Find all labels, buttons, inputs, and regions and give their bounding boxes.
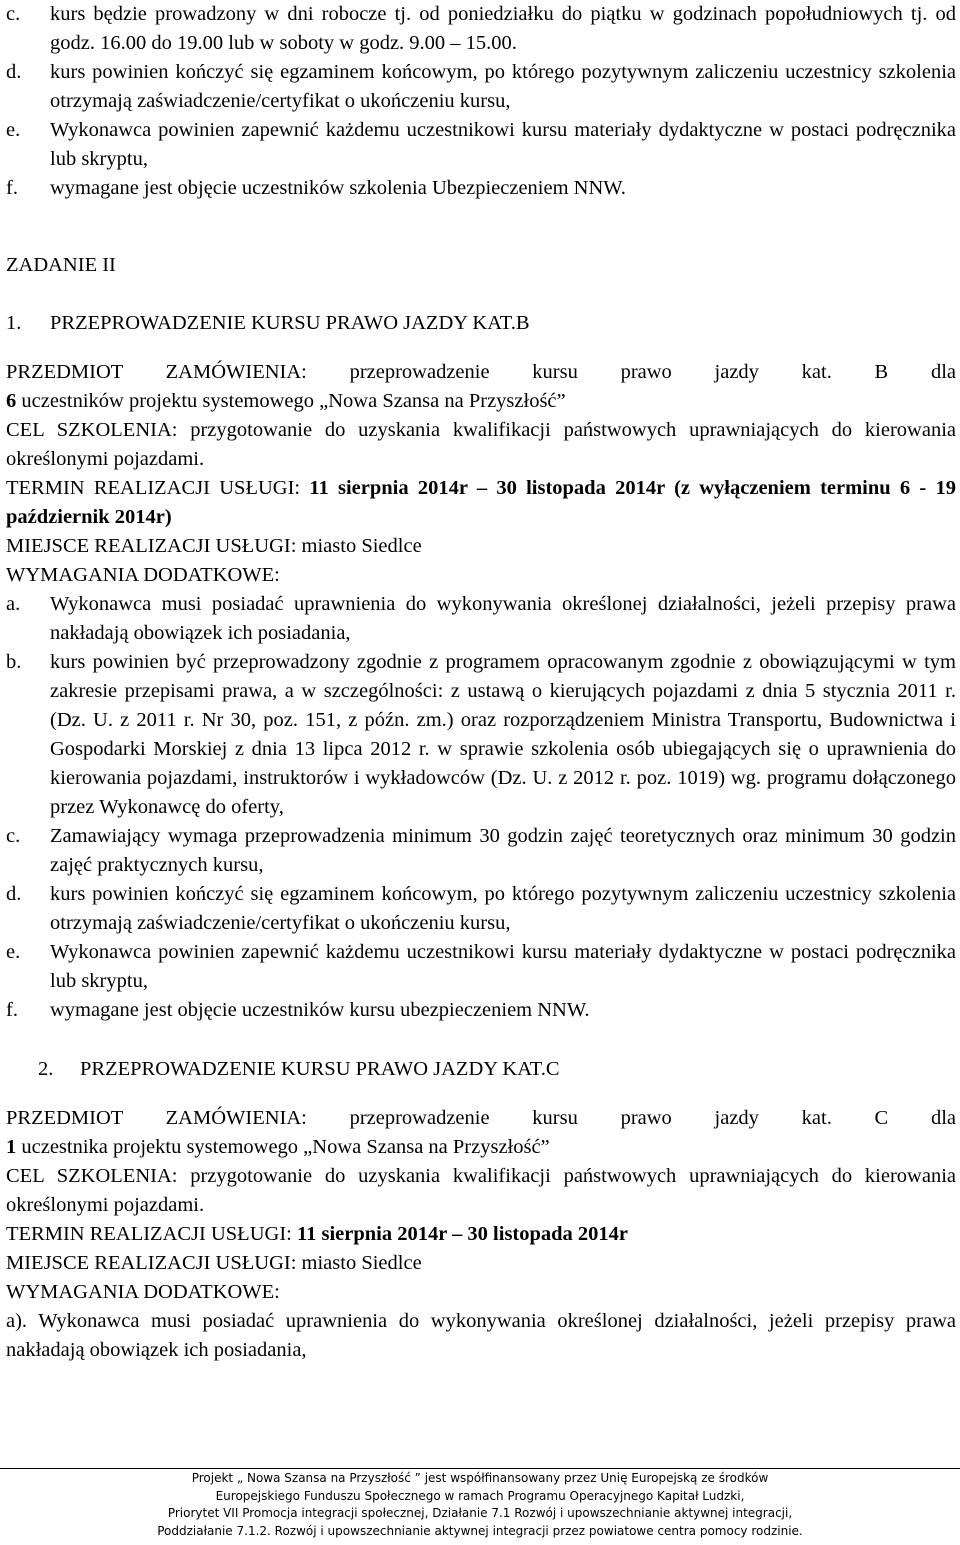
list-item-label: d. [6,883,22,905]
list-item-label: e. [6,119,21,141]
training-goal: CEL SZKOLENIA: przygotowanie do uzyskania kwalifikacji państwowych uprawniających do kierowania określonymi pojazdami. [6,419,956,470]
subject-line: PRZEDMIOT ZAMÓWIENIA: przeprowadzenie kursu prawo jazdy kat. B dla [6,361,956,383]
list-item-label: d. [6,61,22,83]
section-2-title: PRZEPROWADZENIE KURSU PRAWO JAZDY KAT.C [80,1058,560,1080]
list-item [6,648,956,822]
list-item-text: kurs powinien być przeprowadzony zgodnie z programem opracowanym zgodnie z obowiązującymi w tym zakresie przepisami prawa, a w szczególności: z ustawą o kierujących pojazdami z dnia 5 stycznia 2011 r. (Dz. U. z 2011 r. Nr 30, poz. 151, z późn. zm.) oraz rozporządzeniem Ministra Transportu, Budownictwa i Gospodarki Morskiej z dnia 13 lipca 2012 r. w sprawie szkolenia osób ubiegających się o uprawnienia do kierowania pojazdami, instruktorów i wykładowców (Dz. U. z 2012 r. poz. 1019) wg. programu dołączonego przez Wykonawcę do oferty, [50,651,956,818]
list-item-text: Wykonawca powinien zapewnić każdemu uczestnikowi kursu materiały dydaktyczne w postaci podręcznika lub skryptu, [50,941,956,992]
list-item-text: kurs powinien kończyć się egzaminem końcowym, po którego pozytywnym zaliczeniu uczestnicy szkolenia otrzymają zaświadczenie/certyfikat o ukończeniu kursu, [50,61,956,112]
section-1-heading [6,309,956,338]
list-item [6,822,956,880]
list-item-text: kurs powinien kończyć się egzaminem końcowym, po którego pozytywnym zaliczeniu uczestnicy szkolenia otrzymają zaświadczenie/certyfikat o ukończeniu kursu, [50,883,956,934]
list-item [6,880,956,938]
list-item-text: Wykonawca musi posiadać uprawnienia do wykonywania określonej działalności, jeżeli przepisy prawa nakładają obowiązek ich posiadania, [50,593,956,644]
list-item-text: Wykonawca powinien zapewnić każdemu uczestnikowi kursu materiały dydaktyczne w postaci podręcznika lub skryptu, [50,119,956,170]
requirements-heading: WYMAGANIA DODATKOWE: [6,1281,280,1303]
footer-line: Priorytet VII Promocja integracji społecznej, Działanie 7.1 Rozwój i upowszechnianie aktywnej integracji, [167,1506,793,1520]
list-item [6,938,956,996]
requirements-heading: WYMAGANIA DODATKOWE: [6,564,280,586]
section-2-details [6,1104,956,1365]
list-item-text: kurs będzie prowadzony w dni robocze tj. od poniedziałku do piątku w godzinach popołudniowych tj. od godz. 16.00 do 19.00 lub w soboty w godz. 9.00 – 15.00. [50,3,956,54]
footer-line: Poddziałanie 7.1.2. Rozwój i upowszechnianie aktywnej integracji przez powiatowe centra pomocy rodzinie. [157,1523,803,1538]
list-item [6,0,956,58]
list-item [6,174,956,203]
page-footer [0,1468,960,1540]
section-2-heading [6,1055,956,1084]
list-item-label: e. [6,941,21,963]
requirement-a: a). Wykonawca musi posiadać uprawnienia do wykonywania określonej działalności, jeżeli przepisy prawa nakładają obowiązek ich posiadania, [6,1310,956,1361]
section-1-number: 1. [6,312,22,334]
task-heading: ZADANIE II [6,254,116,276]
term-value: 11 sierpnia 2014r – 30 listopada 2014r [296,1223,629,1245]
subject-line: PRZEDMIOT ZAMÓWIENIA: przeprowadzenie kursu prawo jazdy kat. C dla [6,1107,956,1129]
top-list [6,0,956,203]
list-item [6,590,956,648]
list-item-text: wymagane jest objęcie uczestników kursu ubezpieczeniem NNW. [50,999,590,1021]
subject-continuation [6,1133,956,1162]
list-item-label: b. [6,651,22,673]
section-2-number: 2. [38,1058,54,1080]
requirements-list [6,590,956,1025]
footer-line: Projekt „ Nowa Szansa na Przyszłość ” jest współfinansowany przez Unię Europejską ze środków [191,1471,769,1485]
participant-count: 6 [6,390,17,412]
participant-count: 1 [6,1136,17,1158]
subject-rest: uczestników projektu systemowego „Nowa Szansa na Przyszłość” [16,390,566,412]
subject-continuation [6,387,956,416]
term-label: TERMIN REALIZACJI USŁUGI: [6,477,310,499]
list-item-label: a. [6,593,21,615]
document-body [6,0,956,1365]
footer-line: Europejskiego Funduszu Społecznego w ramach Programu Operacyjnego Kapitał Ludzki, [215,1488,745,1503]
list-item-text: wymagane jest objęcie uczestników szkolenia Ubezpieczeniem NNW. [50,177,626,199]
list-item-text: Zamawiający wymaga przeprowadzenia minimum 30 godzin zajęć teoretycznych oraz minimum 30 godzin zajęć praktycznych kursu, [50,825,956,876]
subject-rest: uczestnika projektu systemowego „Nowa Szansa na Przyszłość” [16,1136,550,1158]
term [6,1220,956,1249]
list-item-label: c. [6,825,21,847]
list-item [6,116,956,174]
list-item-label: c. [6,3,21,25]
section-1-details [6,358,956,1025]
list-item [6,996,956,1025]
list-item [6,58,956,116]
term-value: 11 sierpnia 2014r – 30 listopada 2014r (z wyłączeniem terminu 6 - 19 październik 2014r) [6,477,956,528]
term [6,474,956,532]
place: MIEJSCE REALIZACJI USŁUGI: miasto Siedlce [6,535,422,557]
term-label: TERMIN REALIZACJI USŁUGI: [6,1223,297,1245]
training-goal: CEL SZKOLENIA: przygotowanie do uzyskania kwalifikacji państwowych uprawniających do kierowania określonymi pojazdami. [6,1165,956,1216]
list-item-label: f. [6,177,18,199]
section-1-title: PRZEPROWADZENIE KURSU PRAWO JAZDY KAT.B [50,312,530,334]
list-item-label: f. [6,999,18,1021]
place: MIEJSCE REALIZACJI USŁUGI: miasto Siedlce [6,1252,422,1274]
